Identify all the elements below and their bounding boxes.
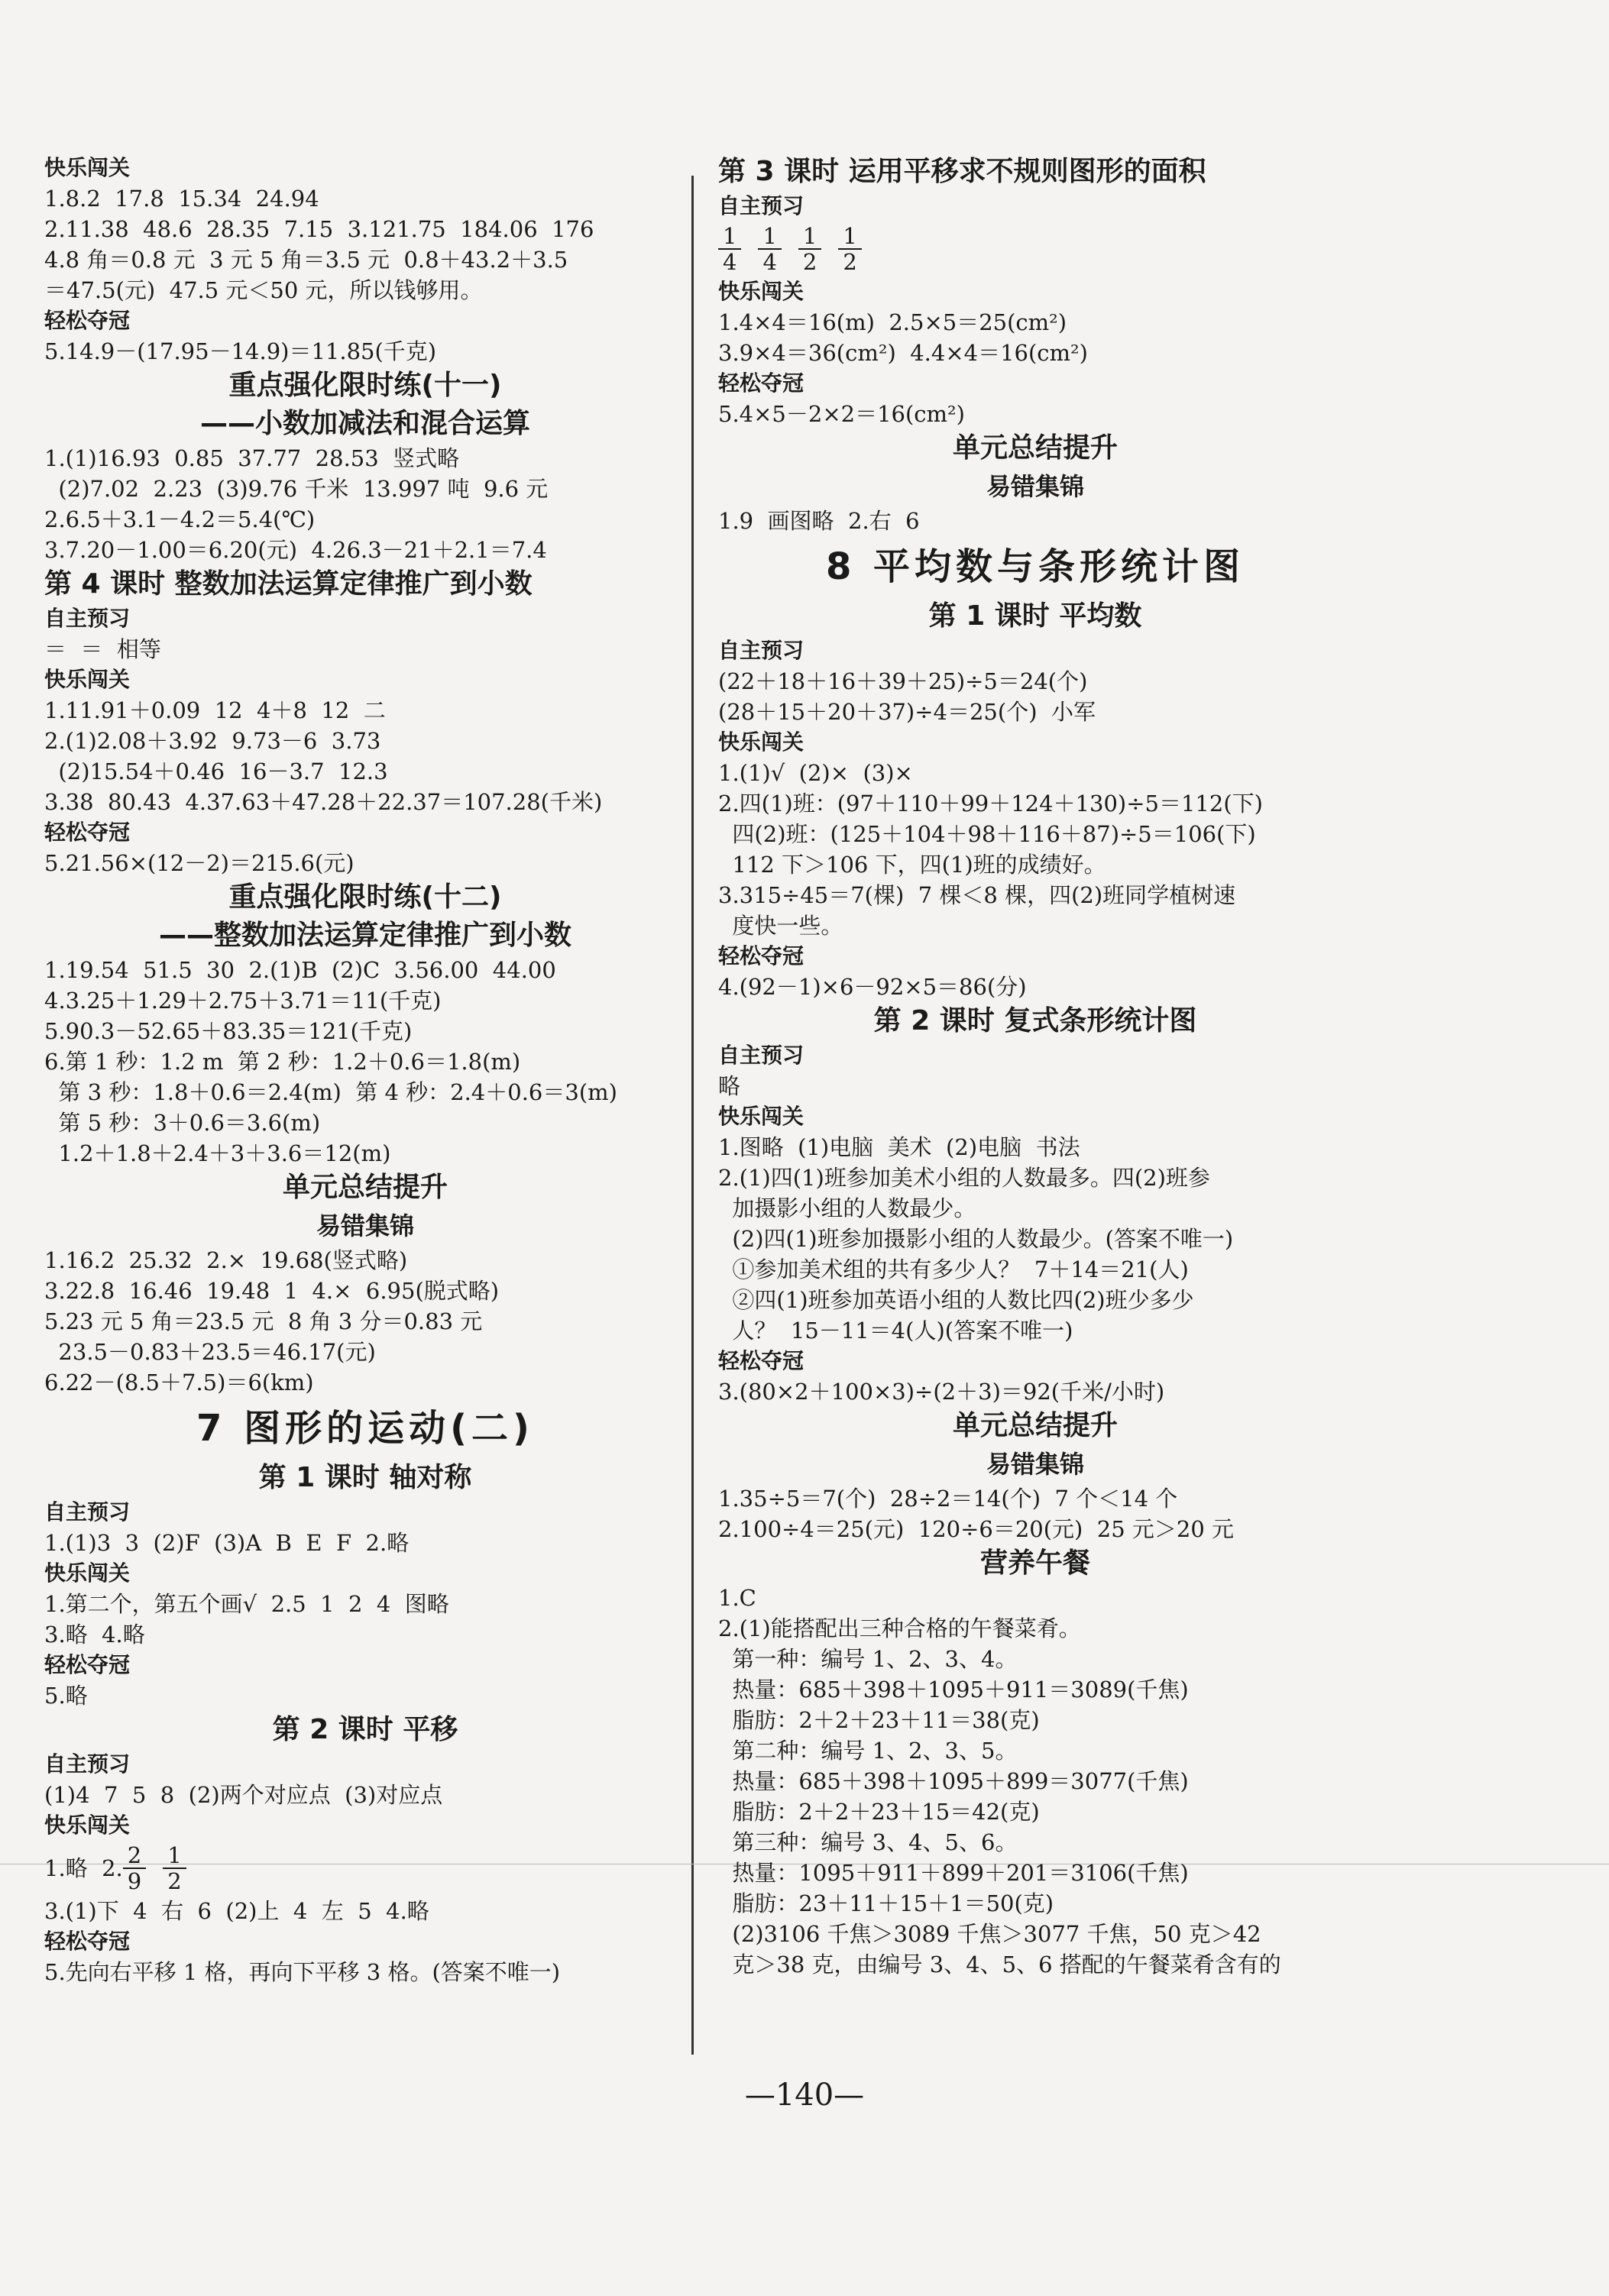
section-title: 第 1 课时 轴对称: [258, 1462, 472, 1493]
answer-line: 3.(80×2＋100×3)÷(2＋3)＝92(千米/小时): [718, 1379, 1165, 1405]
fraction-denominator: 9: [127, 1868, 142, 1894]
answer-line: 1.第二个，第五个画√ 2.5 1 2 4 图略: [44, 1591, 449, 1617]
answer-line: 1.35÷5＝7(个) 28÷2＝14(个) 7 个＜14 个: [718, 1486, 1178, 1512]
answer-line: (2)15.54＋0.46 16－3.7 12.3: [44, 758, 388, 784]
fraction-numerator: 1: [718, 224, 741, 250]
answer-line: 四(2)班：(125＋104＋98＋116＋87)÷5＝106(下): [718, 821, 1256, 847]
answer-line: 5.4×5－2×2＝16(cm²): [718, 401, 965, 427]
answer-line: 克＞38 克，由编号 3、4、5、6 搭配的午餐菜肴含有的: [718, 1952, 1281, 1977]
answer-line: 5.90.3－52.65＋83.35＝121(千克): [44, 1018, 413, 1044]
section-title: 第 2 课时 复式条形统计图: [873, 1005, 1197, 1036]
lesson-title: 第 3 课时 运用平移求不规则图形的面积: [718, 156, 1206, 187]
fraction-numerator: 1: [838, 224, 861, 250]
section-label: 轻松夺冠: [44, 820, 131, 845]
answer-line: 5.略: [44, 1683, 88, 1709]
fraction: [758, 224, 781, 274]
section-label: 轻松夺冠: [718, 1348, 804, 1373]
answer-line: 人？ 15－11＝4(人)(答案不唯一): [718, 1318, 1073, 1344]
fraction: [123, 1843, 146, 1893]
section-label: 快乐闯关: [44, 1560, 131, 1586]
section-label: 快乐闯关: [44, 1813, 131, 1838]
answer-line: 4.3.25＋1.29＋2.75＋3.71＝11(千克): [44, 988, 442, 1014]
answer-line: ②四(1)班参加英语小组的人数比四(2)班少多少: [718, 1287, 1194, 1313]
fraction: [798, 224, 821, 274]
answer-line: 1.11.91＋0.09 12 4＋8 12 二: [44, 697, 386, 723]
answer-line: 1.(1)√ (2)× (3)×: [718, 760, 913, 786]
lesson-title: 第 4 课时 整数加法运算定律推广到小数: [44, 568, 533, 600]
answer-line: 5.23 元 5 角＝23.5 元 8 角 3 分＝0.83 元: [44, 1308, 483, 1334]
answer-line: 2.6.5＋3.1－4.2＝5.4(℃): [44, 506, 316, 532]
answer-line: 第三种：编号 3、4、5、6。: [718, 1829, 1018, 1855]
section-title: 第 1 课时 平均数: [928, 600, 1142, 632]
section-label: 快乐闯关: [44, 155, 131, 180]
section-label: 轻松夺冠: [44, 1929, 131, 1954]
answer-line: 3.略 4.略: [44, 1622, 145, 1648]
answer-line: 2.(1)四(1)班参加美术小组的人数最多。四(2)班参: [718, 1165, 1210, 1191]
answer-line: (2)四(1)班参加摄影小组的人数最少。(答案不唯一): [718, 1226, 1234, 1252]
section-label: 自主预习: [718, 193, 804, 218]
section-title: ——整数加法运算定律推广到小数: [158, 920, 571, 951]
fraction-answer-line: [718, 222, 1352, 276]
fraction-line-prefix: 1.略 2.: [44, 1855, 123, 1881]
section-label: 快乐闯关: [44, 667, 131, 692]
fraction-numerator: 1: [758, 224, 781, 250]
section-label: 轻松夺冠: [44, 308, 131, 333]
answer-line: 1.8.2 17.8 15.34 24.94: [44, 186, 319, 212]
answer-line: 112 下＞106 下，四(1)班的成绩好。: [718, 852, 1106, 878]
right-column: [718, 153, 1352, 1980]
fraction: [163, 1843, 186, 1893]
answer-line: 5.先向右平移 1 格，再向下平移 3 格。(答案不唯一): [44, 1959, 561, 1985]
answer-line: 1.9 画图略 2.右 6: [718, 508, 920, 534]
section-subtitle: 易错集锦: [986, 472, 1084, 501]
section-label: 自主预习: [44, 606, 131, 631]
answer-line: 1.图略 (1)电脑 美术 (2)电脑 书法: [718, 1134, 1080, 1160]
fraction-numerator: 1: [798, 224, 821, 250]
section-title: 重点强化限时练(十二): [228, 881, 502, 913]
answer-line: 3.22.8 16.46 19.48 1 4.× 6.95(脱式略): [44, 1278, 500, 1304]
answer-line: 第 5 秒：3＋0.6＝3.6(m): [44, 1110, 321, 1136]
answer-line: 1.(1)3 3 (2)F (3)A B E F 2.略: [44, 1530, 410, 1556]
section-label: 快乐闯关: [718, 279, 804, 304]
answer-line: 加摄影小组的人数最少。: [718, 1195, 976, 1221]
fraction: [718, 224, 741, 274]
answer-line: 3.(1)下 4 右 6 (2)上 4 左 5 4.略: [44, 1898, 429, 1924]
answer-line: (1)4 7 5 8 (2)两个对应点 (3)对应点: [44, 1782, 443, 1808]
answer-line: 第 3 秒：1.8＋0.6＝2.4(m) 第 4 秒：2.4＋0.6＝3(m): [44, 1079, 617, 1105]
fraction-denominator: 4: [762, 249, 777, 275]
answer-line: 1.16.2 25.32 2.× 19.68(竖式略): [44, 1247, 408, 1273]
page-number: —140—: [744, 2078, 865, 2113]
section-subtitle: 易错集锦: [316, 1211, 414, 1240]
section-label: 快乐闯关: [718, 729, 804, 755]
section-label: 轻松夺冠: [718, 370, 804, 396]
section-label: 轻松夺冠: [718, 943, 804, 969]
answer-line: 1.2＋1.8＋2.4＋3＋3.6＝12(m): [44, 1140, 391, 1166]
answer-line: 2.四(1)班：(97＋110＋99＋124＋130)÷5＝112(下): [718, 791, 1263, 817]
answer-line: 4.(92－1)×6－92×5＝86(分): [718, 974, 1027, 1000]
section-label: 自主预习: [718, 638, 804, 663]
answer-line: 1.19.54 51.5 30 2.(1)B (2)C 3.56.00 44.00: [44, 957, 556, 983]
answer-line: 4.8 角＝0.8 元 3 元 5 角＝3.5 元 0.8＋43.2＋3.5: [44, 247, 568, 273]
answer-line: ①参加美术组的共有多少人？ 7＋14＝21(人): [718, 1256, 1189, 1282]
answer-line: (22＋18＋16＋39＋25)÷5＝24(个): [718, 668, 1088, 694]
answer-line: 热量：685＋398＋1095＋911＝3089(千焦): [718, 1677, 1189, 1703]
left-column: [44, 153, 686, 1987]
answer-line: 第一种：编号 1、2、3、4。: [718, 1646, 1018, 1672]
fraction-numerator: 1: [163, 1843, 186, 1869]
section-title: ——小数加减法和混合运算: [199, 408, 530, 439]
answer-line: 脂肪：23＋11＋15＋1＝50(克): [718, 1890, 1054, 1916]
chapter-heading: 8 平均数与条形统计图: [825, 545, 1245, 588]
answer-line: 5.14.9－(17.95－14.9)＝11.85(千克): [44, 338, 437, 364]
fraction: [838, 224, 861, 274]
answer-line: ＝47.5(元) 47.5 元＜50 元，所以钱够用。: [44, 277, 483, 303]
answer-line: 热量：685＋398＋1095＋899＝3077(千焦): [718, 1768, 1189, 1794]
section-label: 快乐闯关: [718, 1104, 804, 1129]
fraction-numerator: 2: [123, 1843, 146, 1869]
section-title: 重点强化限时练(十一): [228, 370, 502, 401]
section-label: 自主预习: [44, 1751, 131, 1777]
answer-line: 热量：1095＋911＋899＋201＝3106(千焦): [718, 1860, 1189, 1886]
answer-line: 6.22－(8.5＋7.5)＝6(km): [44, 1370, 314, 1395]
answer-line: 3.7.20－1.00＝6.20(元) 4.26.3－21＋2.1＝7.4: [44, 537, 547, 563]
fraction-denominator: 2: [843, 249, 857, 275]
answer-line: 3.9×4＝36(cm²) 4.4×4＝16(cm²): [718, 340, 1088, 366]
answer-line: ＝ ＝ 相等: [44, 636, 161, 662]
answer-line: 3.315÷45＝7(棵) 7 棵＜8 棵，四(2)班同学植树速: [718, 882, 1236, 908]
answer-line: 2.11.38 48.6 28.35 7.15 3.121.75 184.06 176: [44, 216, 594, 242]
fraction-denominator: 4: [723, 249, 737, 275]
column-divider: [691, 176, 694, 2055]
answer-line: (2)7.02 2.23 (3)9.76 千米 13.997 吨 9.6 元: [44, 476, 549, 502]
section-title: 第 2 课时 平移: [272, 1714, 458, 1745]
section-title: 单元总结提升: [952, 432, 1118, 464]
section-title: 单元总结提升: [282, 1172, 448, 1203]
answer-line: 5.21.56×(12－2)＝215.6(元): [44, 850, 354, 876]
answer-line: 1.4×4＝16(m) 2.5×5＝25(cm²): [718, 309, 1067, 335]
fraction-denominator: 2: [167, 1868, 182, 1894]
answer-line: 1.C: [718, 1585, 756, 1611]
section-label: 自主预习: [718, 1043, 804, 1068]
answer-line: (28＋15＋20＋37)÷4＝25(个) 小军: [718, 699, 1096, 725]
answer-line: 3.38 80.43 4.37.63＋47.28＋22.37＝107.28(千米): [44, 789, 603, 815]
section-title: 单元总结提升: [952, 1410, 1118, 1441]
answer-line: 第二种：编号 1、2、3、5。: [718, 1738, 1018, 1764]
answer-line: 略: [718, 1073, 741, 1099]
section-label: 自主预习: [44, 1499, 131, 1525]
answer-line: 1.(1)16.93 0.85 37.77 28.53 竖式略: [44, 445, 460, 471]
section-title: 营养午餐: [979, 1547, 1090, 1579]
answer-line: 2.(1)能搭配出三种合格的午餐菜肴。: [718, 1615, 1081, 1641]
answer-line: 2.(1)2.08＋3.92 9.73－6 3.73: [44, 728, 381, 754]
fraction-answer-line: [44, 1841, 686, 1896]
answer-line: 2.100÷4＝25(元) 120÷6＝20(元) 25 元＞20 元: [718, 1516, 1235, 1542]
answer-line: 6.第 1 秒：1.2 m 第 2 秒：1.2＋0.6＝1.8(m): [44, 1049, 521, 1075]
chapter-heading: 7 图形的运动(二): [196, 1407, 534, 1450]
answer-line: (2)3106 千焦＞3089 千焦＞3077 千焦，50 克＞42: [718, 1921, 1261, 1947]
answer-line: 23.5－0.83＋23.5＝46.17(元): [44, 1339, 376, 1365]
answer-line: 脂肪：2＋2＋23＋11＝38(克): [718, 1707, 1040, 1733]
answer-line: 度快一些。: [718, 913, 843, 939]
section-subtitle: 易错集锦: [986, 1450, 1084, 1479]
section-label: 轻松夺冠: [44, 1652, 131, 1677]
fraction-denominator: 2: [802, 249, 817, 275]
answer-line: 脂肪：2＋2＋23＋15＝42(克): [718, 1799, 1040, 1825]
